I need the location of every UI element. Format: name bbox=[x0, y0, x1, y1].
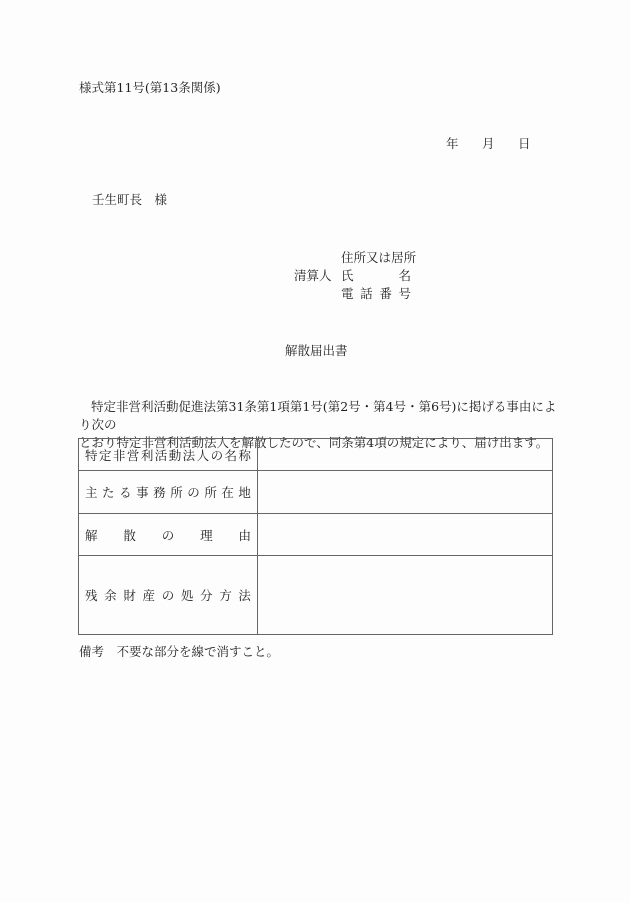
date-year: 年 bbox=[446, 136, 459, 151]
document-title: 解散届出書 bbox=[285, 343, 348, 358]
body-line-2: とおり特定非営利活動法人を解散したので、同条第4項の規定により、届け出ます。 bbox=[79, 435, 549, 450]
name-label: 氏 名 bbox=[341, 268, 411, 283]
table-row bbox=[79, 556, 553, 635]
date-line bbox=[446, 137, 531, 151]
applicant-role: 清算人 bbox=[294, 268, 332, 283]
table-row bbox=[79, 471, 553, 514]
row-label: 特 定 非 営 利 活 動 法 人 の 名 称 bbox=[79, 439, 258, 471]
row-label: 主 た る 事 務 所 の 所 在 地 bbox=[79, 471, 258, 514]
address-label: 住 所 又 は 居 所 bbox=[341, 250, 417, 265]
table-row bbox=[79, 439, 553, 471]
body-line-1: 特定非営利活動促進法第31条第1項第1号(第2号・第4号・第6号)に掲げる事由により次の bbox=[79, 399, 557, 432]
row-value-field[interactable] bbox=[258, 439, 553, 471]
row-value-field[interactable] bbox=[258, 471, 553, 514]
remark: 備考 不要な部分を線で消すこと。 bbox=[79, 644, 280, 659]
phone-label: 電 話 番 号 bbox=[341, 286, 411, 301]
row-label: 解 散 の 理 由 bbox=[79, 514, 258, 556]
addressee: 壬生町長 様 bbox=[92, 192, 168, 207]
form-number: 様式第11号(第13条関係) bbox=[79, 80, 221, 95]
date-month: 月 bbox=[482, 136, 495, 151]
date-day: 日 bbox=[518, 136, 531, 151]
form-table bbox=[78, 438, 553, 635]
row-value-field[interactable] bbox=[258, 556, 553, 635]
applicant-block bbox=[294, 249, 417, 303]
row-label: 残 余 財 産 の 処 分 方 法 bbox=[79, 556, 258, 635]
row-value-field[interactable] bbox=[258, 514, 553, 556]
table-row bbox=[79, 514, 553, 556]
